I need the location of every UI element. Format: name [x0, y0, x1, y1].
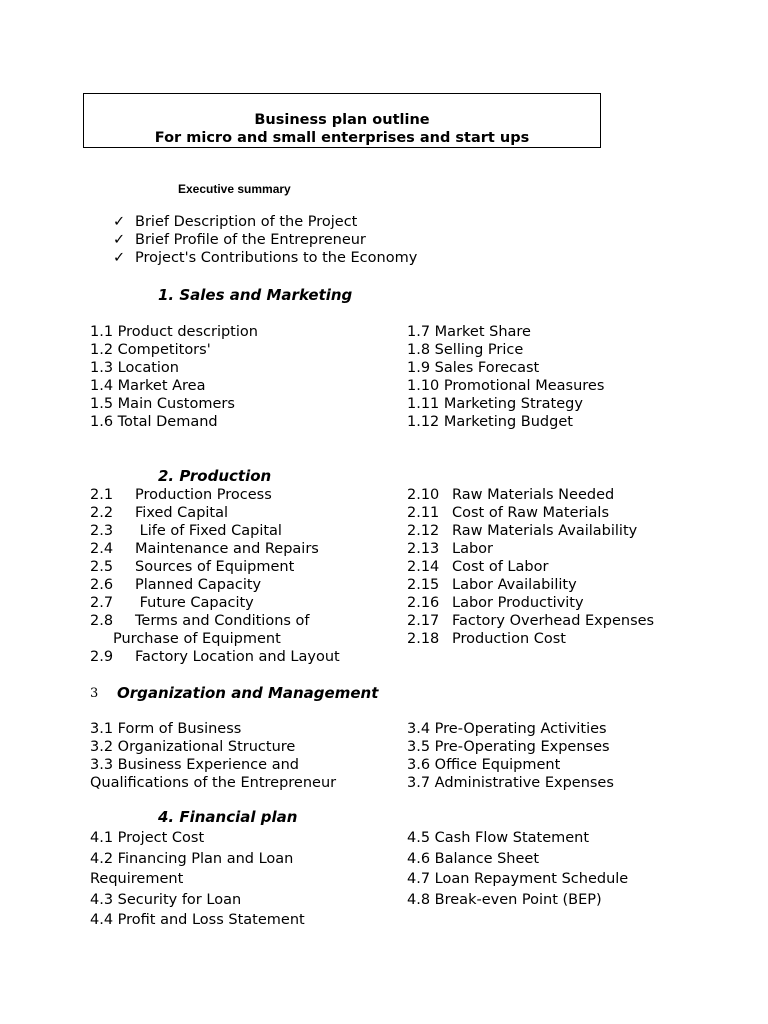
list-item: 1.2 Competitors' [90, 342, 211, 358]
list-item: 2.12 Raw Materials Availability [407, 523, 638, 539]
list-item: 1.12 Marketing Budget [407, 414, 573, 430]
list-item: 2.10 Raw Materials Needed [407, 487, 615, 503]
production-right-list [407, 486, 654, 648]
list-item: 2.7 Future Capacity [90, 595, 254, 611]
executive-bullet: ✓ Brief Description of the Project [113, 214, 358, 230]
list-item: 2.13 Labor [407, 541, 494, 557]
list-item: 3.5 Pre-Operating Expenses [407, 739, 610, 755]
list-item: 2.6 Planned Capacity [90, 577, 262, 593]
check-icon: ✓ [113, 232, 126, 248]
list-item: 4.7 Loan Repayment Schedule [407, 871, 629, 887]
title-box [83, 93, 601, 148]
financial-right-list [407, 828, 628, 910]
list-item: 2.5 Sources of Equipment [90, 559, 295, 575]
sales-right-list [407, 323, 604, 431]
list-item: 1.4 Market Area [90, 378, 206, 394]
financial-left-list [90, 828, 305, 931]
list-item: 1.10 Promotional Measures [407, 378, 605, 394]
list-item: 2.16 Labor Productivity [407, 595, 584, 611]
executive-summary-label: Executive summary [178, 182, 291, 196]
list-item: 2.14 Cost of Labor [407, 559, 549, 575]
list-item: 2.15 Labor Availability [407, 577, 577, 593]
list-item: 1.9 Sales Forecast [407, 360, 540, 376]
list-item: 3.3 Business Experience and [90, 757, 299, 773]
section-number-organization: 3 [90, 686, 99, 701]
list-item: 1.5 Main Customers [90, 396, 235, 412]
list-item: 4.2 Financing Plan and Loan [90, 850, 294, 867]
section-heading-financial: 4. Financial plan [158, 808, 298, 826]
list-item: 2.1 Production Process [90, 487, 272, 503]
list-item: 1.11 Marketing Strategy [407, 396, 583, 412]
list-item: 1.6 Total Demand [90, 414, 218, 430]
list-item: 3.2 Organizational Structure [90, 739, 296, 755]
list-item: 2.18 Production Cost [407, 631, 566, 647]
document-subtitle: For micro and small enterprises and start ups [154, 130, 530, 146]
section-heading-organization: Organization and Management [117, 684, 379, 702]
list-item: 2.8 Terms and Conditions of [90, 613, 310, 629]
executive-bullet: ✓ Brief Profile of the Entrepreneur [113, 232, 366, 248]
sales-left-list [90, 323, 258, 431]
list-item-continuation: Purchase of Equipment [113, 631, 281, 647]
list-item: 4.5 Cash Flow Statement [407, 830, 590, 846]
list-item: 2.11 Cost of Raw Materials [407, 505, 610, 521]
organization-right-list [407, 720, 614, 792]
list-item: 1.8 Selling Price [407, 342, 524, 358]
executive-bullet: ✓ Project's Contributions to the Economy [113, 250, 418, 266]
section-heading-production: 2. Production [158, 467, 272, 485]
list-item: 4.6 Balance Sheet [407, 850, 540, 867]
production-left-list [90, 486, 340, 666]
list-item: 4.1 Project Cost [90, 830, 205, 846]
check-icon: ✓ [113, 250, 126, 266]
list-item: 4.8 Break-even Point (BEP) [407, 891, 602, 908]
list-item: Requirement [90, 871, 184, 887]
list-item: 2.4 Maintenance and Repairs [90, 541, 319, 557]
list-item: 1.3 Location [90, 360, 179, 376]
list-item: 2.3 Life of Fixed Capital [90, 523, 282, 539]
check-icon: ✓ [113, 214, 126, 230]
list-item: 2.2 Fixed Capital [90, 505, 229, 521]
list-item: 4.3 Security for Loan [90, 891, 242, 908]
list-item: 4.4 Profit and Loss Statement [90, 912, 305, 928]
list-item: 1.7 Market Share [407, 324, 531, 340]
list-item: 3.7 Administrative Expenses [407, 775, 614, 791]
section-heading-sales: 1. Sales and Marketing [158, 286, 353, 304]
list-item: Qualifications of the Entrepreneur [90, 775, 337, 791]
list-item: 3.1 Form of Business [90, 721, 242, 737]
list-item: 3.6 Office Equipment [407, 757, 561, 773]
list-item: 1.1 Product description [90, 324, 258, 340]
document-title: Business plan outline [254, 112, 430, 128]
list-item: 2.9 Factory Location and Layout [90, 649, 340, 665]
organization-left-list [90, 720, 336, 792]
list-item: 2.17 Factory Overhead Expenses [407, 613, 655, 629]
list-item: 3.4 Pre-Operating Activities [407, 721, 607, 737]
